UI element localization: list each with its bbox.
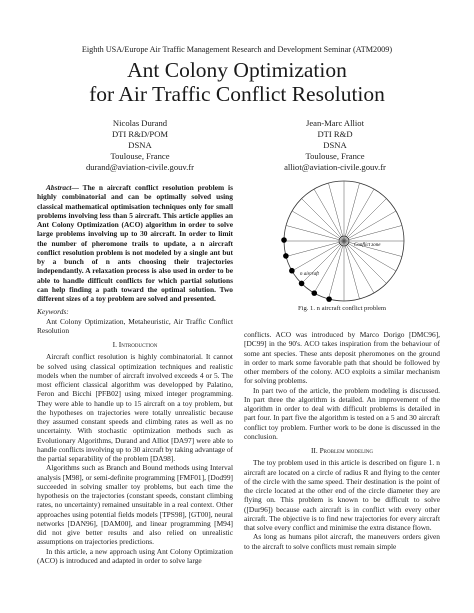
title-line-2: for Air Traffic Conflict Resolution <box>89 82 385 106</box>
body-paragraph: Algorithms such as Branch and Bound methods using Interval analysis [M98], or semi-definite programming [FMF01], [Dod99] succeeded in solving smaller toy problems, but each time the hypothesis on the trajectories (constant speeds, constant climbing rates, no uncertainty) remained unsuitable in a real context. Other approaches using potential fields models [TPS98], [GT00], neural networks [DAN96], [DAM00], and linear programming [M94] did not give better results and also relied on unrealistic assumptions on trajectories predictions. <box>37 463 233 547</box>
body-paragraph: In this article, a new approach using Ant Colony Optimization (ACO) is introduced and adapted in order to solve large <box>37 546 233 565</box>
figure-caption: Fig. 1. n aircraft conflict problem <box>297 305 387 312</box>
abstract-text: — The n aircraft conflict resolution problem is highly combinatorial and can be optimally solved using classical mathematical optimisation techniques only for small problems involving less than 5 aircraft. This article applies an Ant Colony Optimization (ACO) algorithm in order to solve large problems involving up to 30 aircraft. In order to limit the number of pheromone trails to update, a n aircraft conflict resolution problem is not modeled by a single ant but by a bunch of n ants choosing their trajectories independantly. A relaxation process is also used in order to be able to handle difficult conflicts for which partial solutions can help finding a path toward the optimal solution. Two different sizes of a toy problem are solved and presented. <box>37 183 233 303</box>
author-affiliation: DTI R&D <box>317 129 353 139</box>
author-affiliation: DTI R&D/POM <box>111 129 169 139</box>
author-email: durand@aviation-civile.gouv.fr <box>85 162 195 172</box>
keywords-label: Keywords: <box>37 307 69 317</box>
author-block-1 <box>40 118 240 173</box>
author-email: alliot@aviation-civile.gouv.fr <box>284 162 386 172</box>
aircraft-marker <box>299 281 305 287</box>
paper-title <box>0 58 474 106</box>
body-paragraph: In part two of the article, the problem modeling is discussed. In part three the algorithm is detailed. An improvement of the algorithm in order to deal with difficult problems is detailed in part four. In part five the algorithm is tested on a 5 and 30 aircraft conflict toy problem. Further work to be done is discussed in the conclusion. <box>244 385 440 441</box>
abstract-label: Abstract <box>46 183 72 192</box>
aircraft-marker <box>289 268 295 274</box>
left-column <box>37 183 233 565</box>
section-heading-introduction: I. Introduction <box>112 340 158 349</box>
author-block-2 <box>235 118 435 173</box>
aircraft-markers <box>281 237 332 302</box>
aircraft-marker <box>326 296 332 302</box>
right-column <box>244 330 440 551</box>
body-paragraph: conflicts. ACO was introduced by Marco Dorigo [DMC96], [DC99] in the 90's. ACO takes inspiration from the behaviour of some ant species. These ants deposit pheromones on the ground in order to mark some favorable path that should be followed by other members of the colony. ACO exploits a similar mechanism for solving problems. <box>244 330 440 386</box>
aircraft-marker <box>281 237 287 243</box>
aircraft-marker <box>283 253 289 259</box>
author-city: Toulouse, France <box>305 151 365 161</box>
keywords-text: Ant Colony Optimization, Metaheuristic, Air Traffic Conflict Resolution <box>37 316 233 335</box>
conference-header: Eighth USA/Europe Air Traffic Management Research and Development Seminar (ATM2009) <box>81 45 393 54</box>
author-affiliation: DSNA <box>323 140 347 150</box>
aircraft-label: n aircraft <box>300 272 319 277</box>
body-paragraph: The toy problem used in this article is described on figure 1. n aircraft are located on a circle of radius R and flying to the center of the circle with the same speed. Their destination is the point of the circle located at the other end of the circle diameter they are flying on. This problem is known to be difficult to solve ([Dur96]) because each aircraft is in conflict with every other aircraft. The objective is to find new trajectories for every aircraft that solve every conflict and minimise the extra distance flown. <box>244 458 440 532</box>
section-heading-problem-modeling: II. Problem modeling <box>310 446 374 455</box>
conflict-zone-label: Conflict zone <box>354 243 381 248</box>
figure-aircraft-circle <box>262 174 422 324</box>
author-name: Nicolas Durand <box>112 118 168 128</box>
aircraft-marker <box>311 290 317 296</box>
title-line-1: Ant Colony Optimization <box>127 58 347 82</box>
author-affiliation: DSNA <box>128 140 152 150</box>
body-paragraph: Aircraft conflict resolution is highly combinatorial. It cannot be solved using classical optimization techniques and realistic models when the number of aircraft involved exceeds 4 or 5. The most efficient classical algorithm was developped by Palatino, Feron and Bicchi [PFB02] using mixed integer programming. They were able to handle up to 15 aircraft on a toy problem, but the hypotheses on trajectories were totally unrealistic because they assumed constant speeds and climbing rates as well as no uncertainty. With stochastic optimization methods such as Evolutionary Algorithms, Durand and Alliot [DA97] were able to handle conflicts involving up to 30 aircraft by taking advantage of the partial separability of the problem [DA98]. <box>37 352 233 463</box>
abstract <box>37 183 233 303</box>
author-city: Toulouse, France <box>110 151 170 161</box>
body-paragraph: As long as humans pilot aircraft, the maneuvers orders given to the aircraft to solve conflicts must remain simple <box>244 532 440 551</box>
author-name: Jean-Marc Alliot <box>306 118 364 128</box>
